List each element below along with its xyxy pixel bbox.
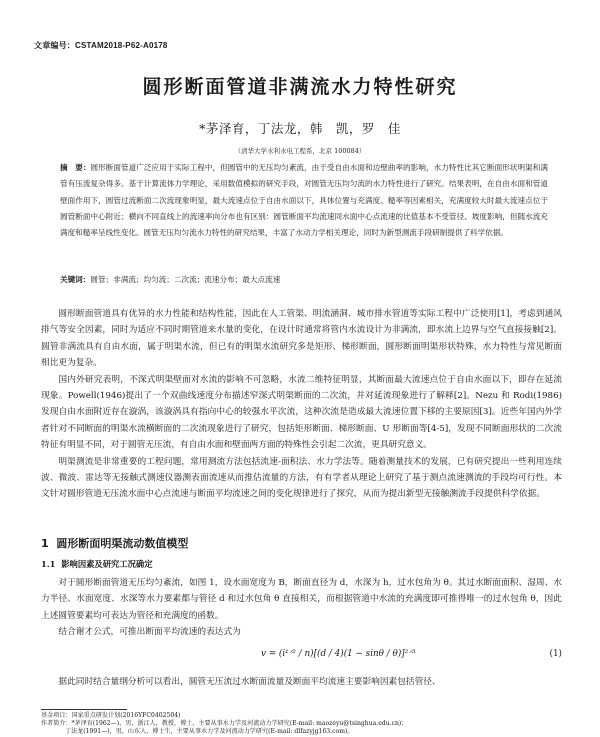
after-equation-text bbox=[41, 674, 562, 690]
paragraph: 国内外研究表明，不深式明渠壁面对水流的影响不可忽略，水流二维特征明显，其断面最大流速点位于自由水面以下，即存在延流现象。Powell(1946)提出了一个双曲线速度分布描述窄深式明渠断面的二次流，并对延流现象进行了解释[2]。Nezu 和 Rodi(1986)发现自由水面附近存在漩涡，该漩涡具有指向中心的较强水平次流，这种次流是造成最大流速位置下移的主要原因[3]。近些年国内外学者针对不同断面的明渠水流横断面的二次流现象进行了研究，包括矩形断面、梯形断面、U 形断面等[4-5]，发现不同断面形状的二次流特征有明显不同，对于圆管无压流，有自由水面和壁面两方面的特殊性会引起二次流，更具研究意义。 bbox=[41, 374, 562, 451]
introduction bbox=[41, 306, 562, 503]
equation-1 bbox=[41, 649, 562, 667]
paragraph: 明渠测流是非常重要的工程问题，常用测流方法包括流速-面积法、水力学法等。随着测量技术的发展，已有研究提出一些利用连续波、微波、雷达等无接触式测速仪器测表面流速从而推估流量的方法，有有学者从理论上研究了基于测点流速测流的手段均可行性。本文针对圆形管道无压流水面中心点流速与断面平均流速之间的变化规律进行了探究，从而为提出新型无接触测流手段提供科学依据。 bbox=[41, 456, 562, 500]
equation-number: (1) bbox=[549, 649, 562, 659]
article-number: 文章编号：CSTAM2018-P62-A0178 bbox=[34, 41, 168, 50]
footnote-funding: 基金项目：国家重点研发计划(2016YFC0402504) bbox=[41, 712, 181, 719]
subsection-title: 影响因素及研究工况确定 bbox=[61, 559, 153, 569]
affiliation: （清华大学水利水电工程系，北京 100084） bbox=[234, 147, 366, 155]
section-number: 1 bbox=[41, 537, 49, 550]
equation-formula: v = (i¹ᐟ² / n)[(d / 4)(1 − sinθ / θ)]²ᐟ³ bbox=[261, 649, 416, 659]
abstract-text: 圆形断面管道广泛应用于实际工程中，但圆管中的无压均匀紊流，由于受自由水面和边壁曲率的影响，水力特性比其它断面形状明渠和满管有压流复杂得多。基于计算流体力学理论，采用数值模拟的研究手段，对圆管无压均匀流的水力特性进行了研究。结果表明，在自由水面和管道壁面作用下，圆管过流断面二次流现象明显，最大流速点位于自由水面以下，具体位置与充满度、糙率等因素相关，充满度较大时最大流速点位于圆管断面中心附近；横向不同直线上的流速率向分布也有区别：圆管断面平均流速同水面中心点流速的比值基本不受管径、坡度影响，但随水流充满度和糙率呈线性变化。圆管无压均匀流水力特性的研究结果，丰富了水动力学相关理论，同时为新型测流手段研制提供了科学依据。 bbox=[60, 163, 549, 238]
paragraph: 据此同时结合量纲分析可以看出，圆管无压流过水断面流量及断面平均流速主要影响因素包括管径、 bbox=[58, 677, 441, 687]
keywords bbox=[60, 274, 548, 285]
author-list: *茅泽育，丁法龙，韩 凯，罗 佳 bbox=[199, 121, 401, 136]
abstract bbox=[60, 160, 548, 241]
footnote-rule bbox=[41, 709, 127, 710]
keywords-text: 圆管；非满流；均匀流；二次流；流速分布；最大点流速 bbox=[90, 275, 281, 284]
paragraph: 圆形断面管道具有优异的水力性能和结构性能，因此在人工管渠、明流涵洞、城市排水管道等实际工程中广泛使用[1]，考虑到通风排气等安全因素，同时为适应不同时期管道来水量的变化，在设计时通常将管内水流设计为非满流，即水流上边界与空气直接接触[2]。圆管非满流具有自由水面，属于明渠水流，但已有的明渠水流研究多是矩形、梯形断面，圆形断面明渠形状特殊，水力特性与常见断面相比更为复杂。 bbox=[41, 309, 562, 369]
paragraph: 对于圆形断面管道无压均匀紊流，如图 1，设水面宽度为 B，断面直径为 d，水深为 h，过水包角为 θ。其过水断面面积、湿周、水力半径、水面宽度、水深等水力要素都与管径 d 和过水包角 θ 直接相关，而根据管道中水流的充满度即可推得唯一的过水包角 θ，因此上述圆管要素均可表达为管径和充满度的函数。 bbox=[41, 578, 562, 621]
paragraph: 结合谢才公式，可推出断面平均流速的表达式为 bbox=[58, 627, 241, 638]
footnote-author-2: 丁法龙(1991—)，男，山东人，博士生，主要从事水力学及河流动力学研究(E-mail: dlfazyjg163.com)。 bbox=[65, 728, 354, 735]
subsection-heading bbox=[41, 558, 153, 570]
keywords-label: 关键词： bbox=[60, 275, 91, 284]
footnote-author-1: 作者简介：*茅泽育(1962—)，男，浙江人，教授，博士，主要从事水力学及河流动力学研究(E-mail: maozeyu@tsinghua.edu.cn)； bbox=[41, 720, 408, 727]
section-heading bbox=[41, 535, 188, 551]
paper-title: 圆形断面管道非满流水力特性研究 bbox=[142, 76, 458, 98]
subsection-number: 1.1 bbox=[41, 559, 56, 569]
section-title: 圆形断面明渠流动数值模型 bbox=[56, 537, 189, 550]
abstract-label: 摘 要： bbox=[60, 163, 91, 172]
method-text bbox=[41, 575, 562, 641]
